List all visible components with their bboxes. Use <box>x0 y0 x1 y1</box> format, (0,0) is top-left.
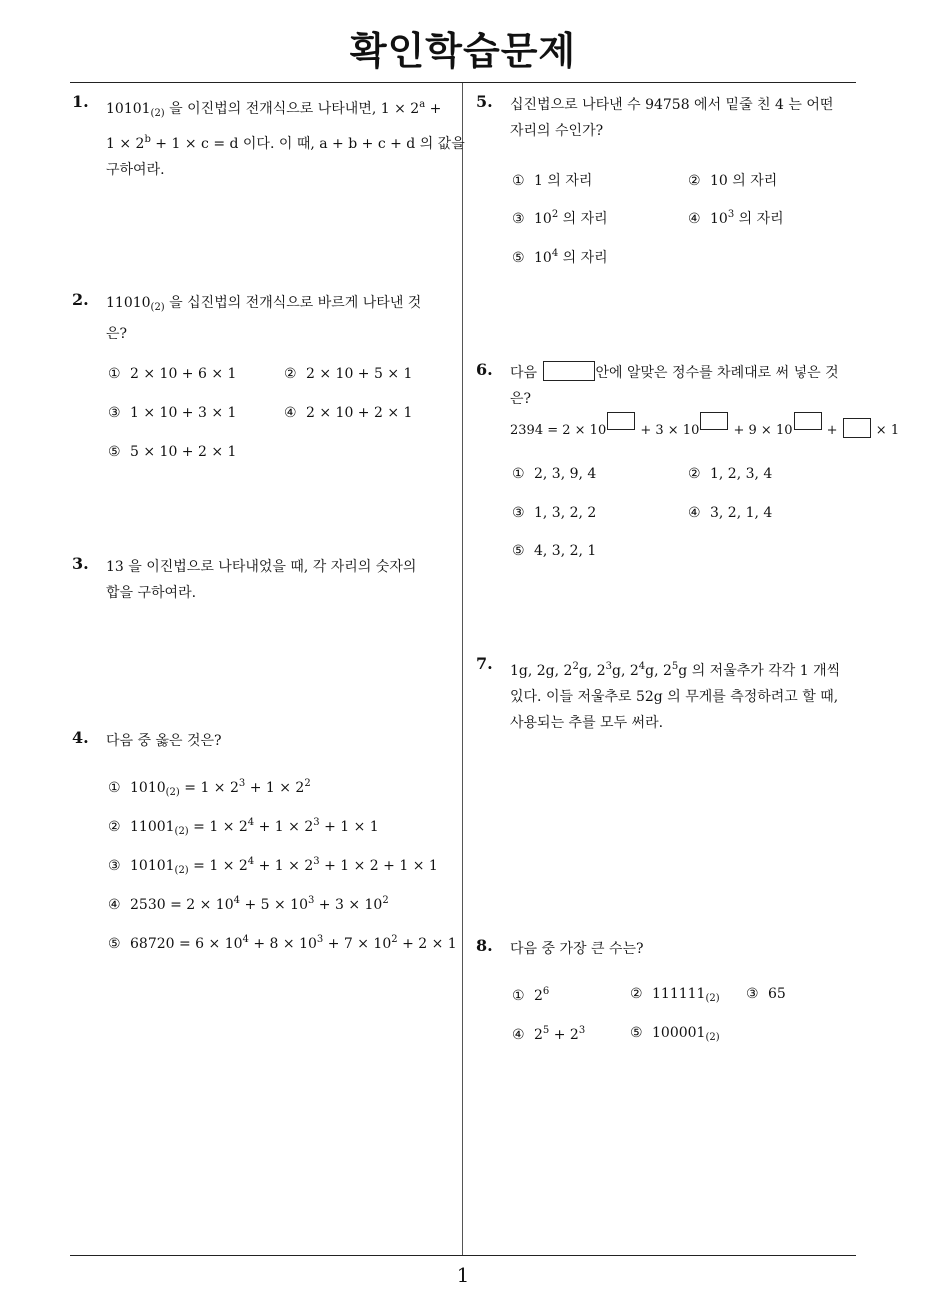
problem-number: 6. <box>476 360 493 379</box>
blank-box[interactable] <box>700 412 728 430</box>
choice-2[interactable]: ② 10 의 자리 <box>688 173 778 189</box>
problem-text <box>510 360 899 444</box>
problem-line: 사용되는 추를 모두 써라. <box>510 715 664 731</box>
blank-box[interactable] <box>794 412 822 430</box>
choice-2[interactable]: ② $111111_{(2)}$ <box>630 986 720 1004</box>
choice-1[interactable]: ① 1 의 자리 <box>512 173 593 189</box>
choice-3[interactable]: ③ $10^2$ 의 자리 <box>512 209 608 227</box>
choice-4[interactable]: ④ 2 × 10 + 2 × 1 <box>284 405 413 421</box>
problem-text <box>510 92 833 144</box>
choice-5[interactable]: ⑤ $10^4$ 의 자리 <box>512 248 608 266</box>
column-divider <box>462 83 463 1255</box>
problem-number: 4. <box>72 728 89 747</box>
problem-line: 은? <box>106 326 128 342</box>
choice-5[interactable]: ⑤ $100001_{(2)}$ <box>630 1025 720 1043</box>
problem-text <box>510 654 840 736</box>
choice-3[interactable]: ③ 1 × 10 + 3 × 1 <box>108 405 237 421</box>
choice-4[interactable]: ④ $10^3$ 의 자리 <box>688 209 784 227</box>
choice-4[interactable]: ④ 3, 2, 1, 4 <box>688 505 773 521</box>
problem-line: $11010_{(2)}$ 을 십진법의 전개식으로 바르게 나타낸 것 <box>106 295 422 313</box>
problem-text <box>106 728 222 754</box>
equation-line: 2394 = 2 × 10 + 3 × 10 + 9 × 10 + × 1 <box>510 412 899 444</box>
problem-line: 다음 안에 알맞은 정수를 차례대로 써 넣은 것 <box>510 360 899 386</box>
choice-5[interactable]: ⑤ 4, 3, 2, 1 <box>512 543 597 559</box>
problem-line: 1g, 2g, $2^2g$, $2^3g$, $2^4g$, $2^5g$ 의 저울추가 각각 1 개씩 <box>510 661 841 679</box>
problem-line: 은? <box>510 391 532 407</box>
problem-text <box>106 554 416 606</box>
blank-box[interactable] <box>607 412 635 430</box>
choice-5[interactable]: ⑤ $68720 = 6 \times 10^4 + 8 \times 10^3 + 7 \times 10^2 + 2 \times 1$ <box>108 934 457 952</box>
problem-line: 십진법으로 나타낸 수 94758 에서 밑줄 친 4 는 어떤 <box>510 97 834 113</box>
problem-number: 8. <box>476 936 493 955</box>
problem-text <box>106 290 421 347</box>
problem-line: 있다. 이들 저울추로 52g 의 무게를 측정하려고 할 때, <box>510 689 839 705</box>
choice-3[interactable]: ③ 65 <box>746 986 786 1002</box>
problem-line: $1 \times 2^b + 1 \times c = d$ 이다. 이 때, a + b + c + d 의 값을 <box>106 134 465 152</box>
problem-number: 5. <box>476 92 493 111</box>
problem-text <box>510 936 644 962</box>
problem-number: 3. <box>72 554 89 573</box>
choice-2[interactable]: ② 1, 2, 3, 4 <box>688 466 773 482</box>
problem-line: 합을 구하여라. <box>106 585 197 601</box>
problem-line: 다음 중 가장 큰 수는? <box>510 941 644 957</box>
page-number: 1 <box>456 1263 470 1287</box>
problem-number: 7. <box>476 654 493 673</box>
choice-1[interactable]: ① 2, 3, 9, 4 <box>512 466 597 482</box>
choice-1[interactable]: ① $1010_{(2)} = 1 \times 2^3 + 1 \times 2^2$ <box>108 778 311 798</box>
answer-box <box>543 361 595 381</box>
bottom-rule <box>70 1255 856 1256</box>
problem-number: 2. <box>72 290 89 309</box>
problem-line: 다음 중 옳은 것은? <box>106 733 222 749</box>
problem-line: 13 을 이진법으로 나타내었을 때, 각 자리의 숫자의 <box>106 559 417 575</box>
choice-1[interactable]: ① 2 × 10 + 6 × 1 <box>108 366 237 382</box>
choice-3[interactable]: ③ $10101_{(2)} = 1 \times 2^4 + 1 \times 2^3 + 1 \times 2 + 1 \times 1$ <box>108 856 438 876</box>
problem-number: 1. <box>72 92 89 111</box>
problem-line: 구하여라. <box>106 162 165 178</box>
choice-4[interactable]: ④ $2530 = 2 \times 10^4 + 5 \times 10^3 + 3 \times 10^2$ <box>108 895 389 913</box>
choice-2[interactable]: ② 2 × 10 + 5 × 1 <box>284 366 413 382</box>
problem-line: $10101_{(2)}$ 을 이진법의 전개식으로 나타내면, $1 \times 2^a$ + <box>106 99 442 119</box>
problem-line: 자리의 수인가? <box>510 123 604 139</box>
problem-text <box>106 92 465 183</box>
choice-3[interactable]: ③ 1, 3, 2, 2 <box>512 505 597 521</box>
blank-box[interactable] <box>843 418 871 438</box>
top-rule <box>70 82 856 83</box>
choice-2[interactable]: ② $11001_{(2)} = 1 \times 2^4 + 1 \times 2^3 + 1 \times 1$ <box>108 817 379 837</box>
choice-5[interactable]: ⑤ 5 × 10 + 2 × 1 <box>108 444 237 460</box>
page-title: 확인학습문제 <box>349 29 577 73</box>
choice-1[interactable]: ① $2^6$ <box>512 986 550 1004</box>
choice-4[interactable]: ④ $2^5 + 2^3$ <box>512 1025 586 1043</box>
